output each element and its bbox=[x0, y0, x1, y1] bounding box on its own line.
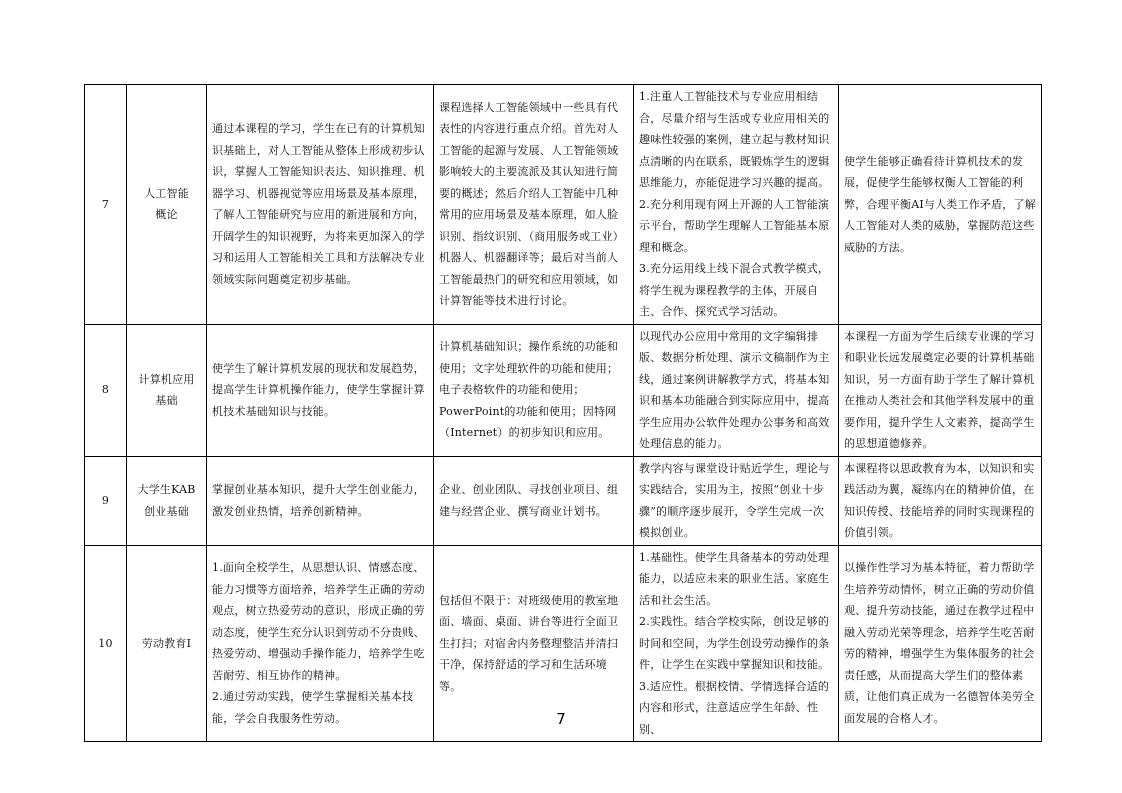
goal-item: 2.通过劳动实践，使学生掌握相关基本技能，学会自我服务性劳动。 bbox=[212, 690, 414, 725]
ideological-element: 本课程一方面为学生后续专业课的学习和职业长远发展奠定必要的计算机基础知识，另一方面有助于学生了解计算机在推动人类社会和其他学科发展中的重要作用，提升学生人文素养，提高学生的思想道德修养。 bbox=[839, 324, 1042, 456]
course-number: 10 bbox=[85, 545, 127, 742]
course-content: 计算机基础知识；操作系统的功能和使用；文字处理软件的功能和使用；电子表格软件的功能和使用；PowerPoint的功能和使用；因特网（Internet）的初步知识和应用。 bbox=[434, 324, 634, 456]
course-content: 课程选择人工智能领域中一些具有代表性的内容进行重点介绍。首先对人工智能的起源与发展、人工智能领域影响较大的主要流派及其认知进行简要的概述；然后介绍人工智能中几种常用的应用场景及基本原理，如人脸识别、指纹识别、（商用服务或工业）机器人、机器翻译等；最后对当前人工智能最热门的研究和应用领域，如计算智能等技术进行讨论。 bbox=[434, 85, 634, 325]
teaching-requirements bbox=[634, 85, 839, 325]
requirement-item: 以现代办公应用中常用的文字编辑排版、数据分析处理、演示文稿制作为主线，通过案例讲解教学方式，将基本知识和基本功能融合到实际应用中，提高学生应用办公软件处理办公事务和高效处理信息的能力。 bbox=[639, 329, 830, 450]
course-name-line: 基础 bbox=[155, 394, 178, 407]
table-row bbox=[85, 85, 1042, 325]
requirement-item: 2.实践性。结合学校实际，创设足够的时间和空间，为学生创设劳动操作的条件，让学生在实践中掌握知识和技能。 bbox=[639, 615, 830, 671]
ideological-element: 以操作性学习为基本特征，着力帮助学生培养劳动情怀，树立正确的劳动价值观、提升劳动技能，通过在教学过程中融入劳动光荣等理念，培养学生吃苦耐劳的精神，增强学生为集体服务的社会责任感，从而提高大学生们的整体素质，让他们真正成为一名德智体美劳全面发展的合格人才。 bbox=[839, 545, 1042, 742]
course-name-line: 创业基础 bbox=[144, 504, 189, 518]
requirement-item: 2.充分利用现有网上开源的人工智能演示平台，帮助学生理解人工智能基本原理和概念。 bbox=[639, 197, 830, 254]
requirement-item: 教学内容与课堂设计贴近学生，理论与实践结合，实用为主，按照“创业十步骤”的顺序逐步展开，令学生完成一次模拟创业。 bbox=[639, 461, 830, 539]
teaching-requirements bbox=[634, 324, 839, 456]
course-name bbox=[127, 324, 207, 456]
course-number: 8 bbox=[85, 324, 127, 456]
requirement-item: 3.适应性。根据校情、学情选择合适的内容和形式，注意适应学生年龄、性别、 bbox=[639, 679, 830, 736]
course-content: 企业、创业团队、寻找创业项目、组建与经营企业、撰写商业计划书。 bbox=[434, 456, 634, 545]
course-number: 7 bbox=[85, 85, 127, 325]
course-name-line: 人工智能 bbox=[144, 186, 189, 200]
ideological-element: 本课程将以思政教育为本，以知识和实践活动为翼，凝练内在的精神价值，在知识传授、技能培养的同时实现课程的价值引领。 bbox=[839, 456, 1042, 545]
table-row bbox=[85, 324, 1042, 456]
course-name-line: 劳动教育Ⅰ bbox=[141, 636, 192, 650]
table-row bbox=[85, 456, 1042, 545]
requirement-item: 3.充分运用线上线下混合式教学模式，将学生视为课程教学的主体，开展自主、合作、探究式学习活动。 bbox=[639, 262, 830, 318]
course-table bbox=[84, 84, 1042, 742]
requirement-item: 1.注重人工智能技术与专业应用相结合，尽量介绍与生活或专业应用相关的趣味性较强的案例，建立起与教材知识点清晰的内在联系，既锻炼学生的逻辑思维能力，亦能促进学习兴趣的提高。 bbox=[639, 90, 830, 189]
course-content: 包括但不限于：对班级使用的教室地面、墙面、桌面、讲台等进行全面卫生打扫；对宿舍内务整理整洁并清扫干净，保持舒适的学习和生活环境等。 bbox=[434, 545, 634, 742]
course-goal: 通过本课程的学习，学生在已有的计算机知识基础上，对人工智能从整体上形成初步认识，掌握人工智能知识表达、知识推理、机器学习、机器视觉等应用场景及基本原理，了解人工智能研究与应用的新进展和方向，开阔学生的知识视野，为将来更加深入的学习和运用人工智能相关工具和方法解决专业领域实际问题奠定初步基础。 bbox=[207, 85, 434, 325]
ideological-element: 使学生能够正确看待计算机技术的发展，促使学生能够权衡人工智能的利弊，合理平衡AI与人类工作矛盾，了解人工智能对人类的威胁，掌握防范这些威胁的方法。 bbox=[839, 85, 1042, 325]
course-name-line: 大学生KAB bbox=[137, 483, 196, 496]
goal-item: 1.面向全校学生，从思想认识、情感态度、能力习惯等方面培养，培养学生正确的劳动观点，树立热爱劳动的意识，形成正确的劳动态度，使学生充分认识到劳动不分贵贱、热爱劳动、增强动手操作能力，培养学生吃苦耐劳、相互协作的精神。 bbox=[212, 561, 425, 682]
course-name-line: 计算机应用 bbox=[138, 372, 195, 386]
course-goal: 掌握创业基本知识，提升大学生创业能力，激发创业热情，培养创新精神。 bbox=[207, 456, 434, 545]
page-number: 7 bbox=[556, 710, 566, 728]
course-goal: 使学生了解计算机发展的现状和发展趋势，提高学生计算机操作能力，使学生掌握计算机技术基础知识与技能。 bbox=[207, 324, 434, 456]
course-name-line: 概论 bbox=[155, 208, 178, 222]
course-number: 9 bbox=[85, 456, 127, 545]
teaching-requirements bbox=[634, 456, 839, 545]
course-name bbox=[127, 85, 207, 325]
requirement-item: 1.基础性。使学生具备基本的劳动处理能力，以适应未来的职业生活、家庭生活和社会生活。 bbox=[639, 550, 830, 607]
course-name bbox=[127, 456, 207, 545]
